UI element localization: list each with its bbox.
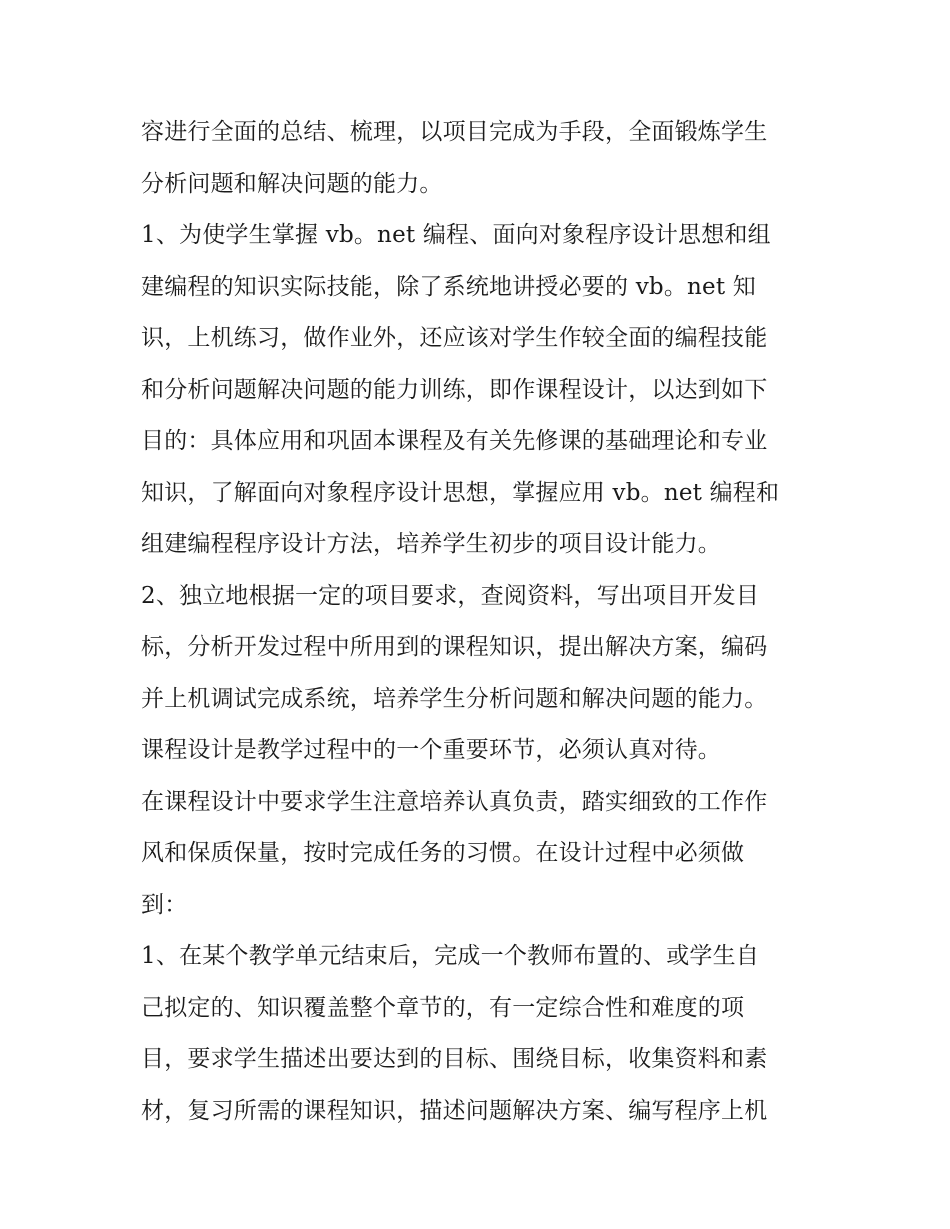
text-line: 建编程的知识实际技能，除了系统地讲授必要的 vb。net 知 xyxy=(141,273,757,300)
text-line: 识，上机练习，做作业外，还应该对学生作较全面的编程技能 xyxy=(141,325,768,351)
text-line: 目，要求学生描述出要达到的目标、围绕目标，收集资料和素 xyxy=(141,1046,768,1072)
text-line: 1、在某个教学单元结束后，完成一个教师布置的、或学生自 xyxy=(141,943,760,969)
text-line: 组建编程程序设计方法，培养学生初步的项目设计能力。 xyxy=(141,531,721,557)
text-line: 课程设计是教学过程中的一个重要环节，必须认真对待。 xyxy=(141,737,721,763)
text-line: 目的：具体应用和巩固本课程及有关先修课的基础理论和专业 xyxy=(141,428,768,454)
text-line: 1、为使学生掌握 vb。net 编程、面向对象程序设计思想和组 xyxy=(141,222,771,248)
text-line: 2、独立地根据一定的项目要求，查阅资料，写出项目开发目 xyxy=(141,582,760,609)
text-line: 风和保质保量，按时完成任务的习惯。在设计过程中必须做 xyxy=(141,840,745,866)
text-line: 并上机调试完成系统，培养学生分析问题和解决问题的能力。 xyxy=(141,685,768,712)
text-line: 分析问题和解决问题的能力。 xyxy=(141,170,443,197)
text-line: 容进行全面的总结、梳理，以项目完成为手段，全面锻炼学生 xyxy=(141,119,768,145)
text-line: 知识，了解面向对象程序设计思想，掌握应用 vb。net 编程和 xyxy=(141,479,780,506)
document-body xyxy=(141,107,813,1137)
text-line: 到： xyxy=(141,891,188,918)
text-line: 标，分析开发过程中所用到的课程知识，提出解决方案，编码 xyxy=(141,634,768,660)
text-line: 己拟定的、知识覆盖整个章节的，有一定综合性和难度的项 xyxy=(141,994,745,1021)
text-line: 和分析问题解决问题的能力训练，即作课程设计，以达到如下 xyxy=(141,376,768,403)
text-line: 材，复习所需的课程知识，描述问题解决方案、编写程序上机 xyxy=(141,1097,768,1124)
text-line: 在课程设计中要求学生注意培养认真负责，踏实细致的工作作 xyxy=(141,788,768,815)
